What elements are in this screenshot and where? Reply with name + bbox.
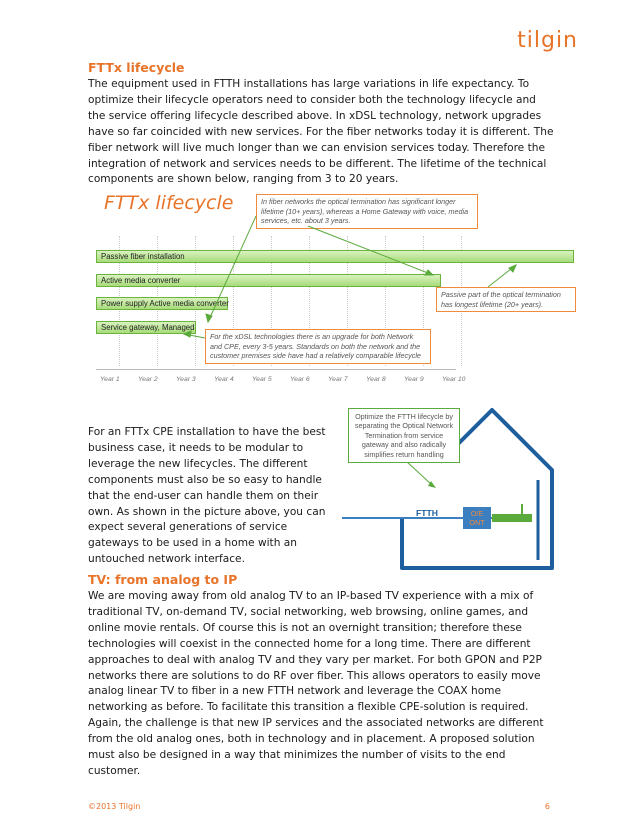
callout-arrows [88,186,588,396]
tv-paragraph: We are moving away from old analog TV to an IP-based TV experience with a mix of traditional TV, on-demand TV, social networking, web browsing, online games, and online movie rentals. Of course this is not an overnight transition; therefore these technologies will coexist in the connected home for a long time. There are different approaches to deal with analog TV and they vary per market. For both GPON and P2P networks there are solutions to do RF over fiber. This allows operators to easily move analog linear TV to fiber in a new FTTH network and leverage the COAX home networking as before. To facilitate this transition a flexible CPE-solution is required. Again, the challenge is that new IP services and the associated networks are different from the old analog ones, both in technology and in placement. A proposed solution must also be designed in a way that minimizes the number of visits to the end customer. [88,590,544,777]
bar-passive-fiber: Passive fiber installation [96,250,574,263]
year-label: Year 10 [442,376,466,383]
year-label: Year 1 [100,376,120,383]
ftth-label: FTTH [416,508,438,518]
year-label: Year 9 [404,376,424,383]
cpe-paragraph: For an FTTx CPE installation to have the best business case, it needs to be modular to leverage the new lifecycles. The different components must also be so easy to handle that the end-user can handle them on their own. As shown in the picture above, you can expect several generations of service gateways to be used in a home with an untouched network interface. [88,426,326,566]
fttx-lifecycle-paragraph: The equipment used in FTTH installations has large variations in life expectancy. To optimize their lifecycle operators need to consider both the technology lifecycle and the service offering lifecycle described above. In xDSL technology, network upgrades have so far coincided with new services. For the fiber networks today it is different. The fiber network will live much longer than we can envision services today. Therefore the integration of network and services needs to be different. The lifetime of the technical components are shown below, ranging from 3 to 20 years. [88,78,554,186]
year-label: Year 7 [328,376,348,383]
tilgin-logo: tilgin [517,28,578,53]
callout-right: Passive part of the optical termination has longest lifetime (20+ years). [436,287,576,312]
diagram-title: FTTx lifecycle [104,192,234,214]
year-label: Year 4 [214,376,234,383]
bar-service-gateway: Service gateway, Managed [96,321,196,334]
lifecycle-diagram [88,186,588,396]
year-label: Year 3 [176,376,196,383]
callout-top: In fiber networks the optical termination has significant longer lifetime (10+ years), whereas a Home Gateway with voice, media services, etc. about 3 years. [256,194,478,229]
year-label: Year 2 [138,376,158,383]
footer-copyright: ©2013 Tilgin [88,802,141,811]
ont-box: O/E ONT [463,507,491,529]
footer-page-number: 6 [544,802,550,811]
callout-bottom: For the xDSL technologies there is an upgrade for both Network and CPE, every 3-5 years. Standards on both the network and the customer premises side have had a relatively comparable lifecycle [205,329,431,364]
tv-heading: TV: from analog to IP [88,572,238,587]
year-label: Year 8 [366,376,386,383]
bar-active-media-converter: Active media converter [96,274,441,287]
house-diagram [342,400,572,570]
year-label: Year 5 [252,376,272,383]
house-callout: Optimize the FTTH lifecycle by separating the Optical Network Termination from service gateway and also radically simplifies return handling [348,408,460,463]
year-label: Year 6 [290,376,310,383]
bar-power-supply: Power supply Active media converter [96,297,228,310]
fttx-lifecycle-heading: FTTx lifecycle [88,60,185,75]
